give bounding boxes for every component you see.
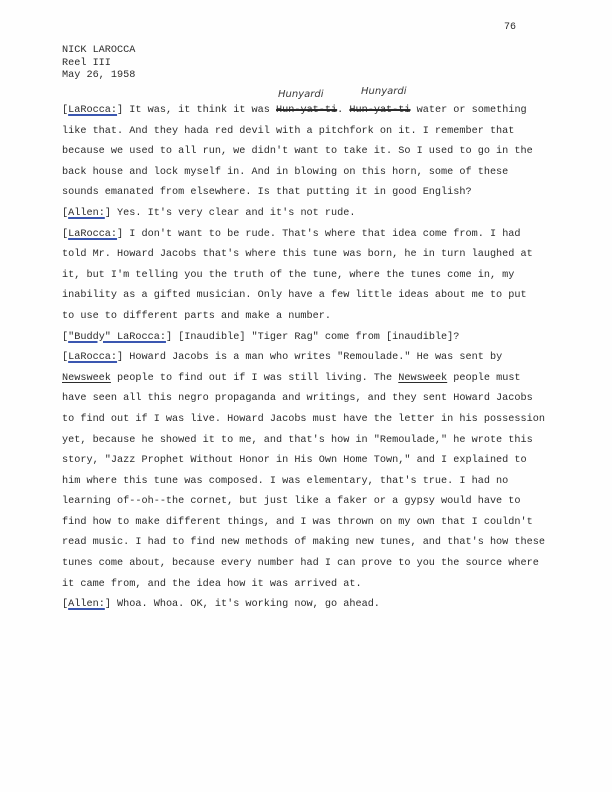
transcript-line: [62, 575, 582, 596]
transcript-line: [62, 369, 582, 390]
transcript-text: tunes come about, because every number had I can prove to you the source where: [62, 558, 539, 570]
transcript-text: [: [62, 331, 69, 343]
reel-label: Reel III: [62, 57, 111, 69]
transcript-line: [62, 533, 582, 554]
transcript-text: .: [337, 105, 350, 116]
transcript-line: [62, 122, 582, 143]
transcript-text: people to find out if I was still living. The: [110, 372, 399, 384]
transcript-text: ] Howard Jacobs is a man who writes "Remoulade." He was sent by: [117, 352, 503, 364]
handwritten-annotation: Hunyardi: [278, 89, 324, 100]
speaker-label: Allen:: [68, 599, 105, 611]
transcript-text: ] I don't want to be rude. That's where that idea come from. I had: [117, 228, 521, 240]
transcript-text: to find out if I was live. Howard Jacobs must have the letter in his possession: [62, 413, 545, 425]
speaker-label: LaRocca:: [68, 228, 118, 240]
transcript-line: [62, 492, 582, 513]
transcript-text: find how to make different things, and I was thrown on my own that I couldn't: [62, 516, 533, 528]
transcript-line: [62, 595, 582, 616]
transcript-line: [62, 204, 582, 225]
transcript-line: [62, 328, 582, 349]
transcript-text: it came from, and the idea how it was arrived at.: [62, 578, 362, 590]
speaker-label: "Buddy" LaRocca:: [68, 331, 166, 343]
transcript-text: back house and lock myself in. And in blowing on this horn, some of these: [62, 166, 509, 178]
transcript-line: [62, 142, 582, 163]
transcript-text: it, but I'm telling you the truth of the tune, where the tunes come in, my: [62, 269, 515, 281]
transcript-text: [: [62, 228, 69, 240]
transcript-body: [62, 101, 582, 616]
transcript-text: water or something: [410, 105, 527, 116]
transcript-text: learning of--oh--the cornet, but just like a faker or a gypsy would have to: [62, 496, 521, 508]
transcript-text: ] [Inaudible] "Tiger Rag" come from [inaudible]?: [165, 331, 460, 343]
transcript-line: [62, 451, 582, 472]
speaker-label: Allen:: [68, 207, 105, 219]
transcript-line: [62, 513, 582, 534]
transcript-text: [: [62, 105, 69, 116]
transcript-text: [: [62, 599, 69, 611]
transcript-line: [62, 389, 582, 410]
transcript-line: [62, 225, 582, 246]
interviewee-name: NICK LAROCCA: [62, 45, 136, 56]
transcript-text: [: [62, 352, 69, 364]
interview-date: May 26, 1958: [62, 70, 136, 81]
transcript-text: sounds emanated from elsewhere. Is that putting it in good English?: [62, 187, 472, 199]
transcript-text: like that. And they hada red devil with a pitchfork on it. I remember that: [62, 125, 515, 137]
transcript-line: [62, 431, 582, 452]
transcript-line: [62, 266, 582, 287]
speaker-label: LaRocca:: [68, 352, 118, 364]
transcript-text: ] It was, it think it was: [117, 105, 276, 116]
transcript-text: because we used to all run, we didn't want to take it. So I used to go in the: [62, 146, 533, 158]
handwritten-annotation: Hunyardi: [361, 86, 407, 97]
transcript-line: [62, 348, 582, 369]
transcript-line: [62, 307, 582, 328]
transcript-text: yet, because he showed it to me, and that's how in "Remoulade," he wrote this: [62, 434, 533, 446]
transcript-line: [62, 410, 582, 431]
transcript-line: [62, 472, 582, 493]
transcript-text: inability as a gifted musician. Only have a few little ideas about me to put: [62, 290, 527, 302]
underlined-title: Newsweek: [62, 372, 111, 384]
transcript-line: [62, 101, 582, 122]
transcript-text: him where this tune was composed. I was elementary, that's true. I had no: [62, 475, 509, 487]
speaker-label: LaRocca:: [68, 105, 118, 116]
transcript-text: ] Whoa. Whoa. OK, it's working now, go ahead.: [104, 599, 380, 611]
transcript-text: have seen all this negro propaganda and writings, and they sent Howard Jacobs: [62, 393, 533, 405]
transcript-text: story, "Jazz Prophet Without Honor in His Own Home Town," and I explained to: [62, 455, 527, 467]
transcript-line: [62, 245, 582, 266]
transcript-text: people must: [447, 372, 521, 384]
transcript-line: [62, 554, 582, 575]
transcript-text: [: [62, 207, 69, 219]
transcript-text: read music. I had to find new methods of making new tunes, and that's how these: [62, 537, 545, 549]
transcript-line: [62, 286, 582, 307]
transcript-text: told Mr. Howard Jacobs that's where this tune was born, he in turn laughed at: [62, 249, 533, 261]
struck-text: Hun-yat-ti: [276, 105, 338, 116]
transcript-line: [62, 163, 582, 184]
struck-text: Hun-yat-ti: [349, 105, 411, 116]
header-block: [62, 45, 135, 83]
page-number: 76: [504, 22, 517, 33]
underlined-title: Newsweek: [398, 372, 448, 384]
transcript-line: [62, 183, 582, 204]
transcript-text: ] Yes. It's very clear and it's not rude.: [104, 207, 356, 219]
transcript-text: to use to different parts and make a number.: [62, 310, 331, 322]
